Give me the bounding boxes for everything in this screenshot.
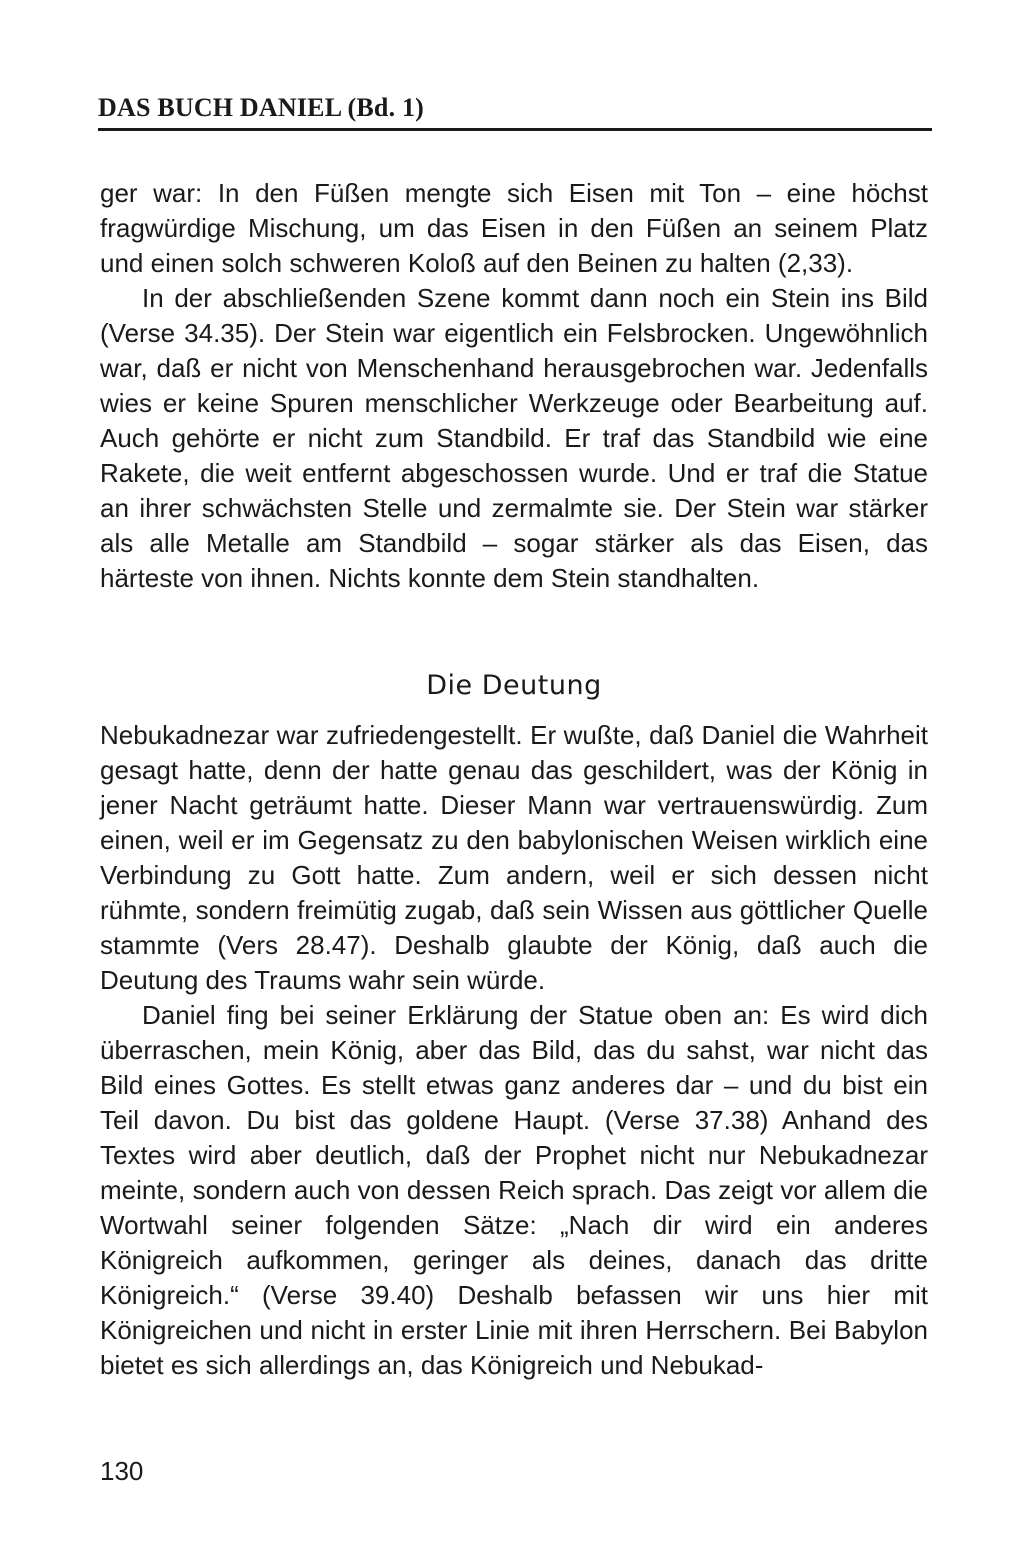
running-header-title: DAS BUCH DANIEL (Bd. 1) — [98, 93, 425, 122]
paragraph-nebukadnezar: Nebukadnezar war zufriedengestellt. Er wußte, daß Daniel die Wahrheit gesagt hatte, denn der hatte genau das geschildert, was der König in jener Nacht geträumt hatte. Dieser Mann war vertrauenswürdig. Zum einen, weil er im Gegensatz zu den babylonischen Weisen wirklich eine Verbindung zu Gott hatte. Zum andern, weil er sich dessen nicht rühmte, sondern freimütig zugab, daß sein Wissen aus göttlicher Quelle stammte (Vers 28.47). Deshalb glaubte der König, daß auch die Deutung des Traums wahr sein würde. — [100, 720, 928, 995]
paragraph-stone: In der abschließenden Szene kommt dann noch ein Stein ins Bild (Verse 34.35). Der Stein war eigentlich ein Felsbrocken. Ungewöhnlich war, daß er nicht von Menschenhand herausgebrochen war. Jedenfalls wies er keine Spuren menschlicher Werkzeuge oder Bearbeitung auf. Auch gehörte er nicht zum Standbild. Er traf das Standbild wie eine Rakete, die weit entfernt abgeschossen wurde. Und er traf die Statue an ihrer schwächsten Stelle und zermalmte sie. Der Stein war stärker als alle Metalle am Standbild – sogar stärker als das Eisen, das härteste von ihnen. Nichts konnte dem Stein standhalten. — [100, 283, 928, 593]
section-heading: Die Deutung — [426, 670, 602, 701]
paragraph-continuation: ger war: In den Füßen mengte sich Eisen mit Ton – eine höchst fragwürdige Mischung, um das Eisen in den Füßen an seinem Platz und einen solch schweren Koloß auf den Beinen zu halten (2,33). — [100, 178, 928, 278]
paragraph-daniel-explanation: Daniel fing bei seiner Erklärung der Statue oben an: Es wird dich überraschen, mein König, aber das Bild, das du sahst, war nicht das Bild eines Gottes. Es stellt etwas ganz anderes dar – und du bist ein Teil davon. Du bist das goldene Haupt. (Verse 37.38) Anhand des Textes wird aber deutlich, daß der Prophet nicht nur Nebukadnezar meinte, sondern auch von dessen Reich sprach. Das zeigt vor allem die Wortwahl seiner folgenden Sätze: „Nach dir wird ein anderes Königreich aufkommen, geringer als deines, danach das dritte Königreich.“ (Verse 39.40) Deshalb befassen wir uns hier mit Königreichen und nicht in erster Linie mit ihren Herrschern. Bei Babylon bietet es sich allerdings an, das Königreich und Nebukad- — [100, 1000, 928, 1380]
page-number: 130 — [100, 1456, 144, 1486]
text-block-intro — [100, 176, 928, 596]
header-rule — [98, 128, 932, 131]
text-block-deutung — [100, 718, 928, 1383]
